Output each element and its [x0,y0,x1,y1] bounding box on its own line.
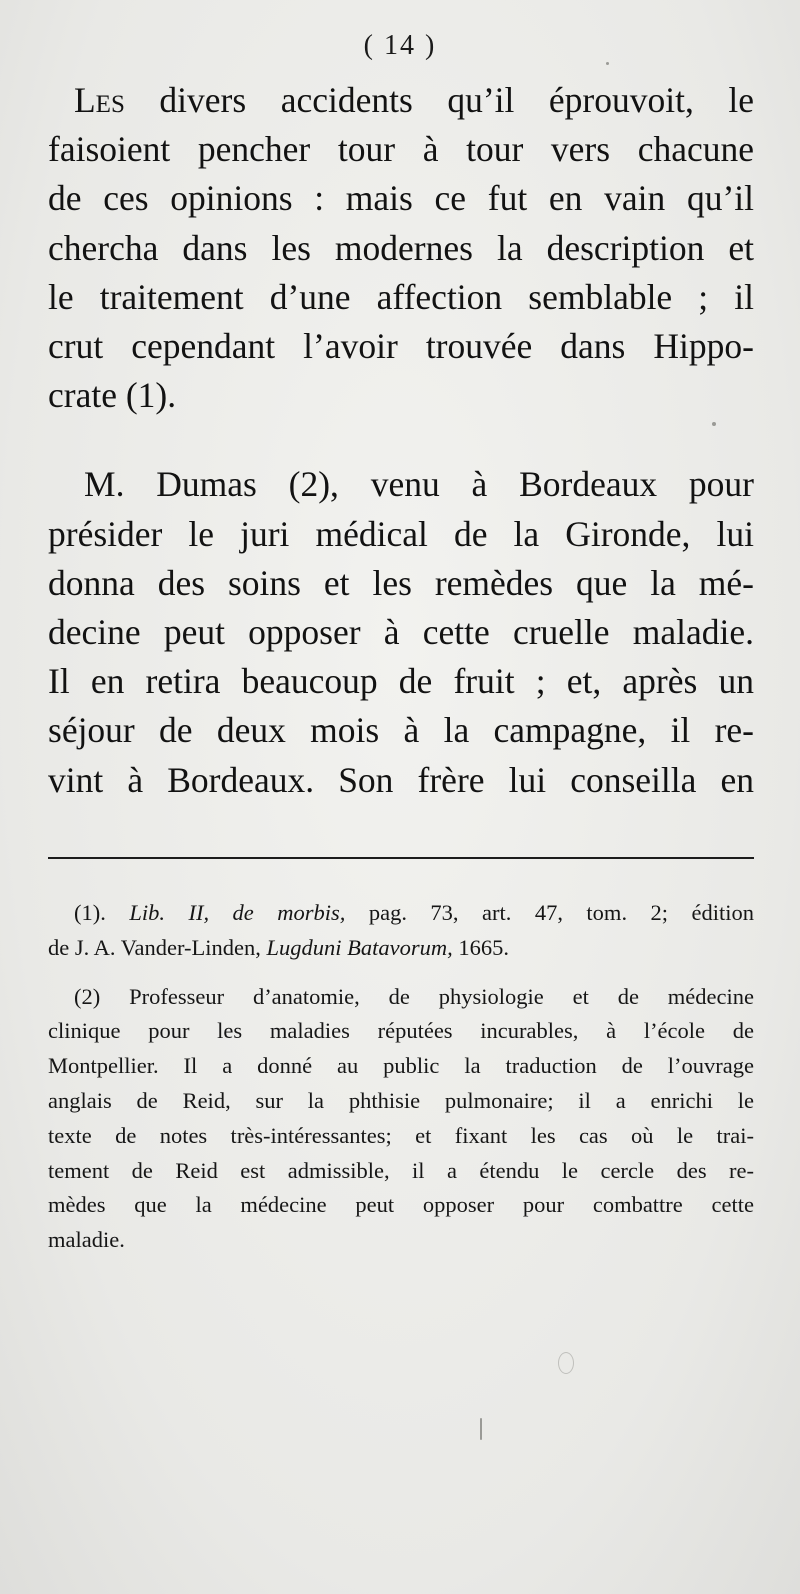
footnote-2-line: anglais de Reid, sur la phthisie pulmonaire; il a enrichi le [48,1087,754,1113]
paper-speck [606,62,609,65]
footnotes [48,896,754,1258]
footnote-2-line: clinique pour les maladies réputées incurables, à l’école de [48,1018,754,1044]
text-line: de ces opinions : mais ce fut en vain qu’il [48,178,754,219]
text-line-rest: divers accidents qu’il éprouvoit, le [124,80,754,120]
text-line: le traitement d’une affection semblable ; il [48,276,754,317]
text-line: crut cependant l’avoir trouvée dans Hippo- [48,326,754,367]
paper-speck [480,1418,482,1440]
text-line: chercha dans les modernes la description et [48,227,754,268]
footnote-2-line: maladie. [48,1227,125,1253]
text-line: vint à Bordeaux. Son frère lui conseilla en [48,759,754,800]
footnote-2-line: Montpellier. Il a donné au public la traduction de l’ouvrage [48,1053,754,1079]
main-text [48,76,754,805]
footnote-divider [48,857,754,859]
paper-speck [558,1352,574,1374]
footnote-2-line: (2) Professeur d’anatomie, de physiologie et de médecine [74,983,754,1009]
footnote-gap [48,966,754,980]
footnote-1-author: de J. A. Vander-Linden, [48,934,267,960]
footnote-2-line: mèdes que la médecine peut opposer pour combattre cette [48,1192,754,1218]
paragraph-gap [48,420,754,460]
text-line: crate (1). [48,375,177,416]
text-line: donna des soins et les remèdes que la mé- [48,562,754,603]
small-caps-opening: Les [74,80,125,120]
footnote-1-place: Lugduni Batavorum, [266,934,453,960]
footnote-1-work: Lib. II, de morbis, [129,900,346,925]
footnote-1-line [48,896,754,931]
paper-speck [712,422,716,426]
text-line: decine peut opposer à cette cruelle maladie. [48,612,754,653]
text-line: M. Dumas (2), venu à Bordeaux pour [84,464,754,505]
footnote-1-reference: pag. 73, art. 47, tom. 2; édition [345,900,754,925]
text-line: Il en retira beaucoup de fruit ; et, après un [48,661,754,702]
footnote-2-line: texte de notes très-intéressantes; et fixant les cas où le trai- [48,1122,754,1148]
footnote-1-marker: (1). [74,900,106,925]
page-number: ( 14 ) [363,30,437,61]
text-line [48,76,754,125]
text-line: séjour de deux mois à la campagne, il re- [48,710,754,751]
footnote-2-line: tement de Reid est admissible, il a étendu le cercle des re- [48,1157,754,1183]
text-line: présider le juri médical de la Gironde, lui [48,513,754,554]
footnote-1-year: 1665. [452,934,509,960]
footnote-1-line [48,931,754,966]
text-line: faisoient pencher tour à tour vers chacune [48,129,754,170]
